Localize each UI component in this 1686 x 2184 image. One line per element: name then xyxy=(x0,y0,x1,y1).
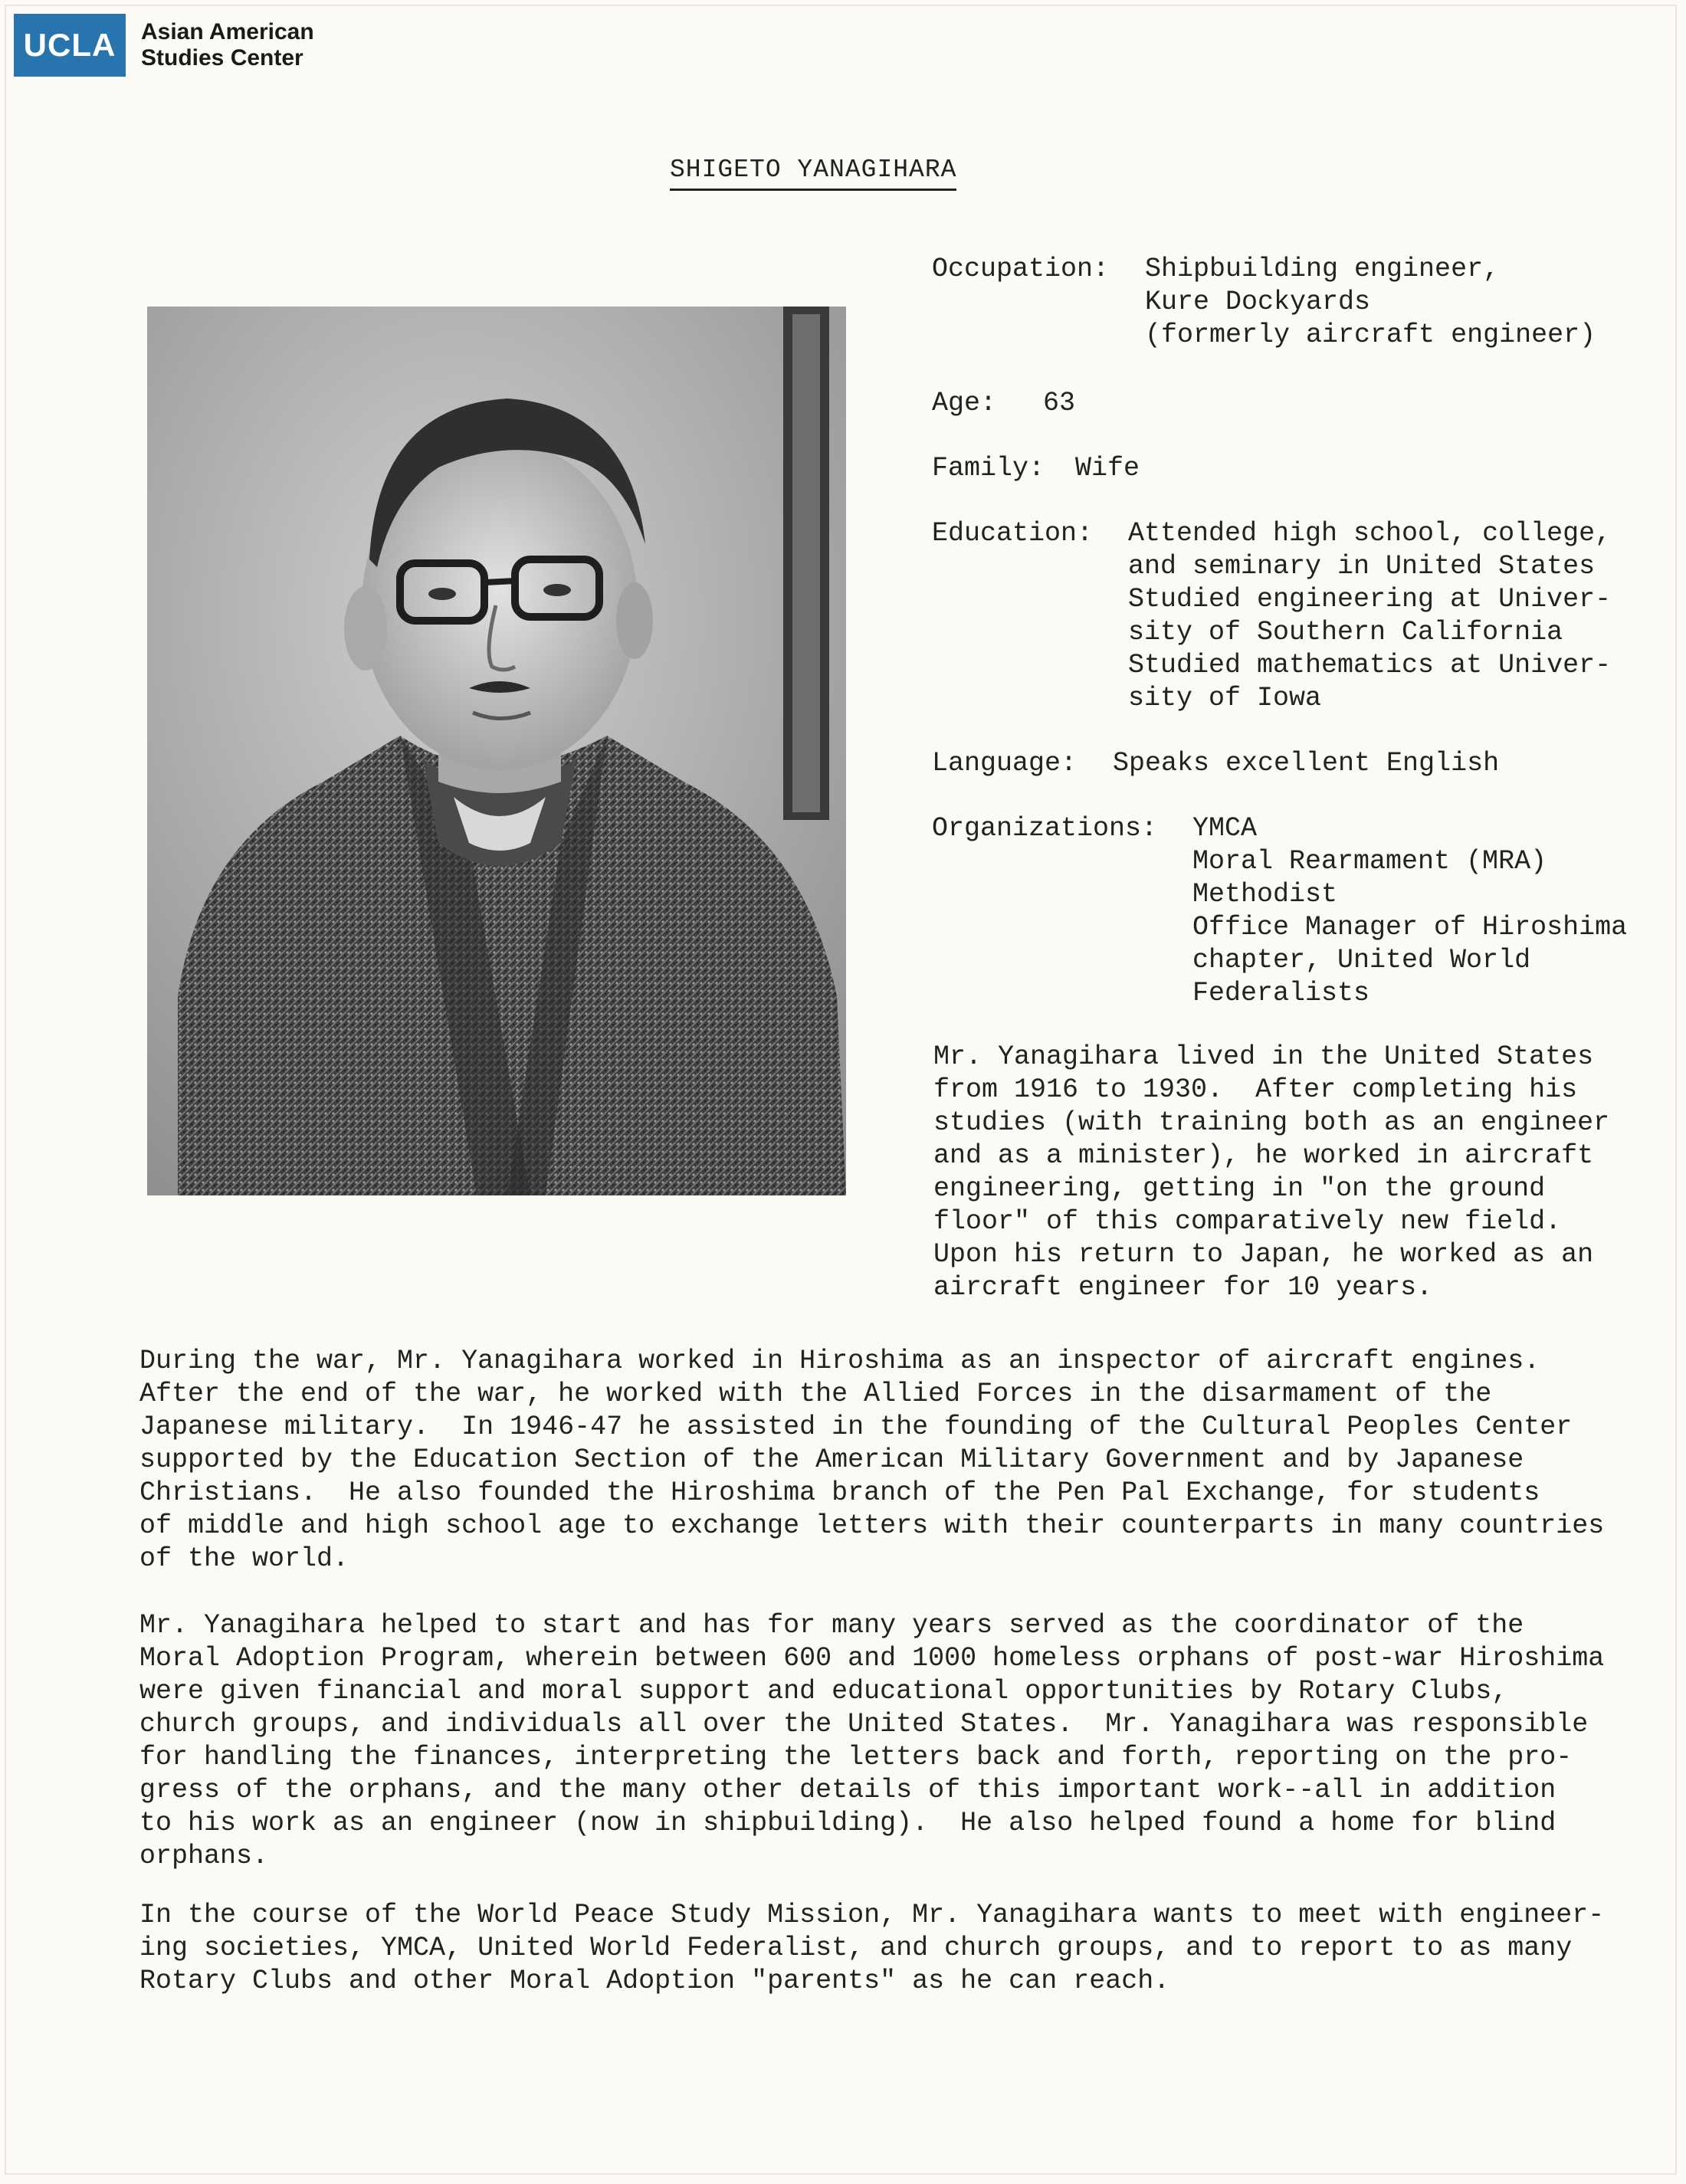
text-line: Upon his return to Japan, he worked as an xyxy=(933,1239,1594,1270)
text-line: Mr. Yanagihara lived in the United States xyxy=(933,1041,1594,1072)
occupation-line: Shipbuilding engineer, xyxy=(1145,254,1500,284)
text-line: Japanese military. In 1946-47 he assisted in the founding of the Cultural Peoples Center xyxy=(139,1412,1573,1442)
document-title: SHIGETO YANAGIHARA xyxy=(670,156,956,191)
center-name xyxy=(141,19,314,71)
bio-right-paragraph xyxy=(933,1041,1609,1304)
text-line: to his work as an engineer (now in shipbuilding). He also helped found a home for blind xyxy=(139,1808,1556,1838)
text-line: and as a minister), he worked in aircraft xyxy=(933,1140,1594,1171)
family-value: Wife xyxy=(1075,453,1140,484)
organization-line: chapter, United World xyxy=(1192,945,1531,976)
language-label: Language: xyxy=(932,748,1078,779)
text-line: Rotary Clubs and other Moral Adoption "parents" as he can reach. xyxy=(139,1966,1170,1996)
occupation-line: (formerly aircraft engineer) xyxy=(1145,320,1596,350)
language-value: Speaks excellent English xyxy=(1113,748,1500,779)
age-label: Age: xyxy=(932,388,997,418)
education-line: Attended high school, college, xyxy=(1128,518,1612,549)
text-line: aircraft engineer for 10 years. xyxy=(933,1272,1433,1303)
text-line: gress of the orphans, and the many other details of this important work--all in addition xyxy=(139,1775,1556,1805)
center-name-line2: Studies Center xyxy=(141,45,303,71)
text-line: Mr. Yanagihara helped to start and has for many years served as the coordinator of the xyxy=(139,1610,1524,1641)
organization-line: Office Manager of Hiroshima xyxy=(1192,912,1628,943)
text-line: ing societies, YMCA, United World Federalist, and church groups, and to report to as many xyxy=(139,1933,1573,1963)
text-line: Christians. He also founded the Hiroshima branch of the Pen Pal Exchange, for students xyxy=(139,1477,1540,1508)
occupation-label: Occupation: xyxy=(932,254,1110,284)
occupation-line: Kure Dockyards xyxy=(1145,287,1371,317)
organization-line: YMCA xyxy=(1192,813,1258,844)
text-line: from 1916 to 1930. After completing his xyxy=(933,1074,1578,1105)
ucla-badge: UCLA xyxy=(14,14,126,77)
text-line: for handling the finances, interpreting the letters back and forth, reporting on the pro- xyxy=(139,1742,1573,1772)
text-line: After the end of the war, he worked with the Allied Forces in the disarmament of the xyxy=(139,1379,1492,1409)
education-line: sity of Iowa xyxy=(1128,683,1322,713)
education-line: sity of Southern California xyxy=(1128,617,1563,648)
portrait-photo xyxy=(147,307,846,1195)
war-years-paragraph xyxy=(139,1345,1604,1576)
organization-line: Federalists xyxy=(1192,978,1370,1008)
text-line: engineering, getting in "on the ground xyxy=(933,1173,1546,1204)
text-line: church groups, and individuals all over the United States. Mr. Yanagihara was responsible xyxy=(139,1709,1589,1740)
text-line: of the world. xyxy=(139,1543,349,1574)
education-line: Studied engineering at Univer- xyxy=(1128,584,1612,615)
text-line: Moral Adoption Program, wherein between 600 and 1000 homeless orphans of post-war Hiroshima xyxy=(139,1643,1605,1674)
moral-adoption-paragraph xyxy=(139,1609,1604,1873)
education-line: Studied mathematics at Univer- xyxy=(1128,650,1612,680)
education-label: Education: xyxy=(932,518,1094,549)
family-label: Family: xyxy=(932,453,1045,484)
organizations-label: Organizations: xyxy=(932,813,1158,844)
organization-line: Methodist xyxy=(1192,879,1338,910)
portrait-illustration xyxy=(147,307,846,1195)
text-line: of middle and high school age to exchange letters with their counterparts in many countries xyxy=(139,1510,1605,1541)
education-line: and seminary in United States xyxy=(1128,551,1596,582)
ucla-aasc-logo xyxy=(14,14,314,77)
text-line: In the course of the World Peace Study Mission, Mr. Yanagihara wants to meet with engineer- xyxy=(139,1900,1605,1930)
text-line: studies (with training both as an engineer xyxy=(933,1107,1610,1138)
text-line: floor" of this comparatively new field. xyxy=(933,1206,1562,1237)
text-line: supported by the Education Section of the American Military Government and by Japanese xyxy=(139,1445,1524,1475)
peace-mission-paragraph xyxy=(139,1899,1604,1998)
organization-line: Moral Rearmament (MRA) xyxy=(1192,846,1547,877)
center-name-line1: Asian American xyxy=(141,19,314,44)
text-line: During the war, Mr. Yanagihara worked in Hiroshima as an inspector of aircraft engines. xyxy=(139,1346,1540,1376)
text-line: were given financial and moral support and educational opportunities by Rotary Clubs, xyxy=(139,1676,1508,1707)
age-value: 63 xyxy=(1043,388,1076,418)
text-line: orphans. xyxy=(139,1841,269,1871)
